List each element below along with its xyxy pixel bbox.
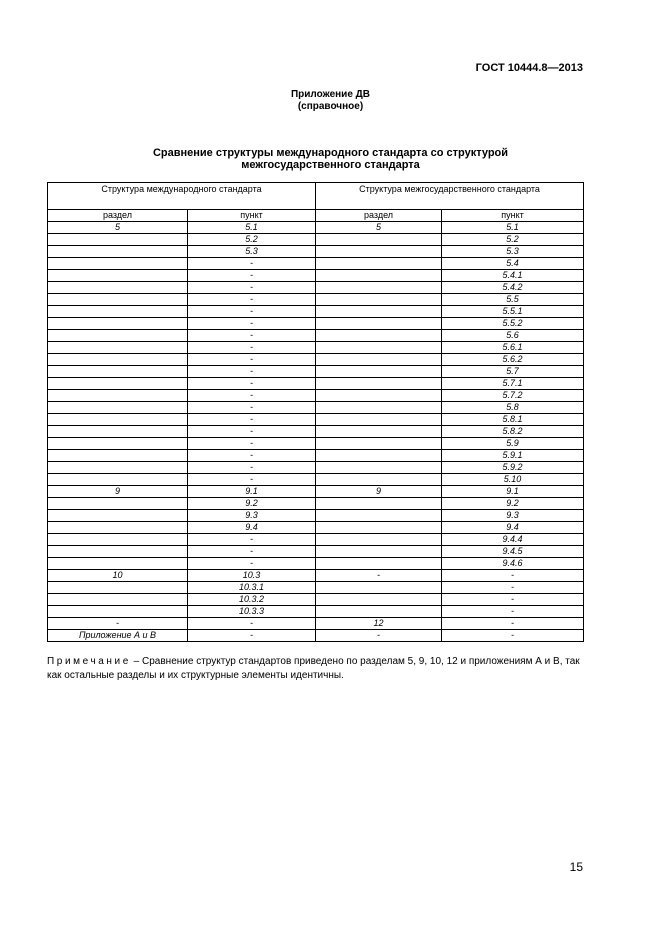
table-row xyxy=(48,486,584,498)
table-row xyxy=(48,558,584,570)
table-row xyxy=(48,438,584,450)
interstate-section-cell xyxy=(316,498,442,510)
intl-clause-cell: - xyxy=(188,426,316,438)
table-row xyxy=(48,270,584,282)
intl-clause-cell: - xyxy=(188,618,316,630)
interstate-section-cell xyxy=(316,474,442,486)
intl-clause-cell: - xyxy=(188,366,316,378)
group-header-row xyxy=(48,183,584,210)
intl-clause-cell: - xyxy=(188,354,316,366)
intl-clause-cell: 9.2 xyxy=(188,498,316,510)
intl-clause-cell: - xyxy=(188,438,316,450)
intl-clause-cell: 10.3.3 xyxy=(188,606,316,618)
interstate-clause-cell: 5.5 xyxy=(442,294,584,306)
interstate-section-header: раздел xyxy=(316,210,442,222)
structure-comparison-table xyxy=(47,182,584,642)
intl-clause-cell: - xyxy=(188,630,316,642)
table-row xyxy=(48,378,584,390)
intl-clause-cell: - xyxy=(188,282,316,294)
table-row xyxy=(48,354,584,366)
interstate-section-cell xyxy=(316,258,442,270)
table-row xyxy=(48,474,584,486)
intl-section-cell xyxy=(48,282,188,294)
intl-section-cell xyxy=(48,546,188,558)
interstate-section-cell xyxy=(316,234,442,246)
intl-section-cell xyxy=(48,234,188,246)
intl-section-cell xyxy=(48,402,188,414)
intl-clause-cell: - xyxy=(188,378,316,390)
intl-section-cell xyxy=(48,450,188,462)
appendix-subtitle: (справочное) xyxy=(297,101,364,112)
interstate-section-cell xyxy=(316,414,442,426)
interstate-section-cell xyxy=(316,354,442,366)
intl-section-cell xyxy=(48,426,188,438)
interstate-structure-header: Структура межгосударственного стандарта xyxy=(316,183,584,210)
table-row xyxy=(48,414,584,426)
table-row xyxy=(48,570,584,582)
intl-clause-cell: - xyxy=(188,546,316,558)
interstate-section-cell: 5 xyxy=(316,222,442,234)
table-row xyxy=(48,222,584,234)
interstate-section-cell xyxy=(316,366,442,378)
intl-clause-cell: - xyxy=(188,258,316,270)
interstate-section-cell xyxy=(316,342,442,354)
intl-section-cell xyxy=(48,294,188,306)
intl-section-cell: 5 xyxy=(48,222,188,234)
interstate-clause-cell: 5.6.2 xyxy=(442,354,584,366)
interstate-clause-cell: 9.4.4 xyxy=(442,534,584,546)
interstate-section-cell: - xyxy=(316,570,442,582)
interstate-clause-header: пункт xyxy=(442,210,584,222)
comparison-title xyxy=(0,147,661,171)
table-row xyxy=(48,606,584,618)
interstate-clause-cell: 5.4.1 xyxy=(442,270,584,282)
interstate-section-cell xyxy=(316,270,442,282)
appendix-heading xyxy=(0,89,661,113)
table-row xyxy=(48,450,584,462)
table-row xyxy=(48,402,584,414)
intl-section-cell xyxy=(48,510,188,522)
intl-section-cell xyxy=(48,558,188,570)
note-text: – Сравнение структур стандартов приведено по разделам 5, 9, 10, 12 и приложениям А и В, так как остальные разделы и их структурные элементы идентичны. xyxy=(47,656,580,681)
intl-section-cell xyxy=(48,438,188,450)
intl-clause-cell: - xyxy=(188,462,316,474)
intl-section-cell xyxy=(48,258,188,270)
interstate-section-cell xyxy=(316,522,442,534)
intl-section-cell xyxy=(48,582,188,594)
table-row xyxy=(48,330,584,342)
interstate-section-cell xyxy=(316,330,442,342)
interstate-section-cell xyxy=(316,594,442,606)
intl-section-cell: - xyxy=(48,618,188,630)
interstate-clause-cell: - xyxy=(442,570,584,582)
intl-clause-cell: - xyxy=(188,330,316,342)
intl-clause-cell: 10.3.2 xyxy=(188,594,316,606)
interstate-clause-cell: 5.8 xyxy=(442,402,584,414)
interstate-section-cell xyxy=(316,378,442,390)
intl-clause-cell: 9.4 xyxy=(188,522,316,534)
interstate-clause-cell: 5.1 xyxy=(442,222,584,234)
interstate-clause-cell: 5.9.1 xyxy=(442,450,584,462)
interstate-section-cell xyxy=(316,426,442,438)
interstate-section-cell xyxy=(316,450,442,462)
note-label: Примечание xyxy=(47,656,131,667)
intl-section-cell xyxy=(48,354,188,366)
intl-clause-cell: - xyxy=(188,414,316,426)
intl-section-cell xyxy=(48,270,188,282)
table-row xyxy=(48,618,584,630)
intl-clause-cell: - xyxy=(188,402,316,414)
interstate-clause-cell: 5.5.1 xyxy=(442,306,584,318)
intl-section-cell: 9 xyxy=(48,486,188,498)
interstate-section-cell xyxy=(316,582,442,594)
interstate-section-cell xyxy=(316,390,442,402)
interstate-clause-cell: 9.3 xyxy=(442,510,584,522)
interstate-section-cell xyxy=(316,294,442,306)
intl-clause-cell: - xyxy=(188,342,316,354)
intl-section-cell xyxy=(48,534,188,546)
intl-section-cell xyxy=(48,330,188,342)
interstate-clause-cell: 5.4 xyxy=(442,258,584,270)
intl-clause-cell: - xyxy=(188,390,316,402)
table-row xyxy=(48,546,584,558)
interstate-clause-cell: 5.7.2 xyxy=(442,390,584,402)
intl-section-cell xyxy=(48,390,188,402)
intl-section-cell xyxy=(48,594,188,606)
intl-section-cell: Приложение А и В xyxy=(48,630,188,642)
intl-clause-header: пункт xyxy=(188,210,316,222)
table-row xyxy=(48,246,584,258)
interstate-section-cell xyxy=(316,462,442,474)
table-row xyxy=(48,282,584,294)
table-row xyxy=(48,234,584,246)
interstate-clause-cell: 9.2 xyxy=(442,498,584,510)
interstate-clause-cell: - xyxy=(442,582,584,594)
interstate-clause-cell: 9.4.6 xyxy=(442,558,584,570)
table-row xyxy=(48,390,584,402)
interstate-section-cell: 9 xyxy=(316,486,442,498)
intl-clause-cell: - xyxy=(188,474,316,486)
intl-clause-cell: 5.1 xyxy=(188,222,316,234)
table-row xyxy=(48,342,584,354)
intl-section-cell: 10 xyxy=(48,570,188,582)
intl-clause-cell: - xyxy=(188,270,316,282)
interstate-section-cell xyxy=(316,246,442,258)
interstate-clause-cell: 9.1 xyxy=(442,486,584,498)
interstate-clause-cell: 5.5.2 xyxy=(442,318,584,330)
intl-section-cell xyxy=(48,414,188,426)
table-row xyxy=(48,594,584,606)
interstate-section-cell xyxy=(316,318,442,330)
interstate-clause-cell: - xyxy=(442,618,584,630)
appendix-title: Приложение ДВ xyxy=(290,89,371,100)
interstate-clause-cell: 5.3 xyxy=(442,246,584,258)
interstate-section-cell xyxy=(316,558,442,570)
intl-section-cell xyxy=(48,462,188,474)
interstate-clause-cell: 5.10 xyxy=(442,474,584,486)
intl-clause-cell: - xyxy=(188,558,316,570)
interstate-clause-cell: 5.6.1 xyxy=(442,342,584,354)
intl-clause-cell: - xyxy=(188,294,316,306)
table-row xyxy=(48,630,584,642)
interstate-section-cell xyxy=(316,306,442,318)
interstate-clause-cell: - xyxy=(442,594,584,606)
interstate-section-cell xyxy=(316,282,442,294)
table-row xyxy=(48,294,584,306)
page-number: 15 xyxy=(569,860,583,874)
intl-section-cell xyxy=(48,306,188,318)
intl-clause-cell: 10.3.1 xyxy=(188,582,316,594)
intl-section-cell xyxy=(48,498,188,510)
table-row xyxy=(48,258,584,270)
intl-section-cell xyxy=(48,366,188,378)
interstate-clause-cell: - xyxy=(442,606,584,618)
international-structure-header: Структура международного стандарта xyxy=(48,183,316,210)
interstate-clause-cell: 5.8.2 xyxy=(442,426,584,438)
table-row xyxy=(48,510,584,522)
interstate-section-cell xyxy=(316,438,442,450)
intl-section-header: раздел xyxy=(48,210,188,222)
interstate-section-cell xyxy=(316,510,442,522)
intl-clause-cell: - xyxy=(188,306,316,318)
intl-section-cell xyxy=(48,474,188,486)
interstate-clause-cell: 5.6 xyxy=(442,330,584,342)
intl-clause-cell: - xyxy=(188,450,316,462)
intl-clause-cell: 9.3 xyxy=(188,510,316,522)
interstate-clause-cell: 5.7 xyxy=(442,366,584,378)
table-row xyxy=(48,462,584,474)
comparison-title-line1: Сравнение структуры международного стандарта со структурой xyxy=(152,147,509,159)
intl-section-cell xyxy=(48,246,188,258)
interstate-clause-cell: 5.9 xyxy=(442,438,584,450)
table-row xyxy=(48,318,584,330)
table-row xyxy=(48,426,584,438)
intl-clause-cell: 5.2 xyxy=(188,234,316,246)
intl-section-cell xyxy=(48,318,188,330)
interstate-section-cell xyxy=(316,546,442,558)
table-row xyxy=(48,366,584,378)
interstate-clause-cell: 9.4 xyxy=(442,522,584,534)
note xyxy=(47,655,587,683)
standard-designation: ГОСТ 10444.8—2013 xyxy=(475,62,583,74)
intl-section-cell xyxy=(48,606,188,618)
table-row xyxy=(48,522,584,534)
interstate-clause-cell: 5.8.1 xyxy=(442,414,584,426)
intl-clause-cell: - xyxy=(188,534,316,546)
interstate-clause-cell: 5.9.2 xyxy=(442,462,584,474)
table-row xyxy=(48,582,584,594)
interstate-section-cell xyxy=(316,534,442,546)
table-row xyxy=(48,498,584,510)
interstate-clause-cell: - xyxy=(442,630,584,642)
table-body xyxy=(48,183,584,642)
interstate-section-cell xyxy=(316,402,442,414)
intl-clause-cell: - xyxy=(188,318,316,330)
interstate-clause-cell: 5.7.1 xyxy=(442,378,584,390)
interstate-section-cell xyxy=(316,606,442,618)
intl-section-cell xyxy=(48,378,188,390)
table-row xyxy=(48,306,584,318)
sub-header-row xyxy=(48,210,584,222)
interstate-clause-cell: 9.4.5 xyxy=(442,546,584,558)
interstate-section-cell: - xyxy=(316,630,442,642)
intl-clause-cell: 9.1 xyxy=(188,486,316,498)
table-row xyxy=(48,534,584,546)
comparison-title-line2: межгосударственного стандарта xyxy=(241,159,420,171)
intl-section-cell xyxy=(48,522,188,534)
intl-clause-cell: 5.3 xyxy=(188,246,316,258)
intl-clause-cell: 10.3 xyxy=(188,570,316,582)
intl-section-cell xyxy=(48,342,188,354)
interstate-clause-cell: 5.4.2 xyxy=(442,282,584,294)
interstate-section-cell: 12 xyxy=(316,618,442,630)
interstate-clause-cell: 5.2 xyxy=(442,234,584,246)
